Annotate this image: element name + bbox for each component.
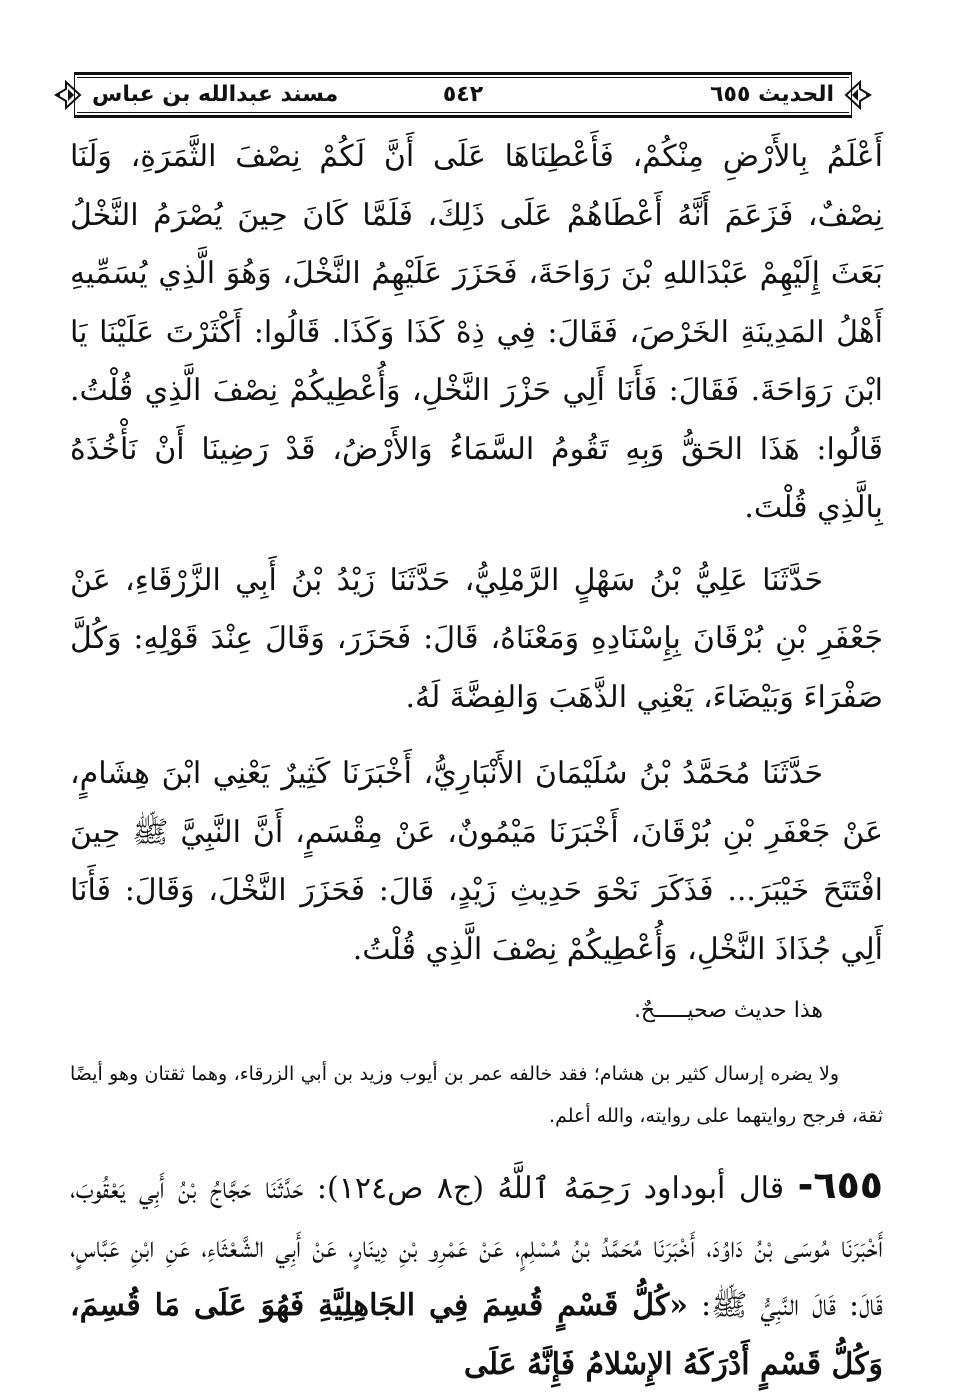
hadith-655-isnad: قال أبوداود رَحِمَهُ ٱللَّهُ (ج٨ ص١٢٤): حَدَّثَنَا حَجَّاجُ بْنُ أَبِي يَعْقُوبَ، أَخْبَرَنَا مُوسَى بْنُ دَاوُدَ، أَخْبَرَنَا مُحَمَّدُ بْنُ مُسْلِمٍ، عَنْ عَمْرِو بْنِ دِينَارٍ، عَنْ أَبِي الشَّعْثَاءِ، عَنِ ابْنِ عَبَّاسٍ، قَالَ: قَالَ النَّبِيُّ ﷺ:: [70, 1171, 883, 1323]
paragraph-isnad-ali-ibn-sahl: حَدَّثَنَا عَلِيُّ بْنُ سَهْلٍ الرَّمْلِيُّ، حَدَّثَنَا زَيْدُ بْنُ أَبِي الزَّرْقَاءِ، عَنْ جَعْفَرِ بْنِ بُرْقَانَ بِإِسْنَادِهِ وَمَعْنَاهُ، قَالَ: فَحَزَرَ، وَقَالَ عِنْدَ قَوْلِهِ: وَكُلَّ صَفْرَاءَ وَبَيْضَاءَ، يَعْنِي الذَّهَبَ وَالفِضَّةَ لَهُ.: [70, 562, 883, 715]
right-ornament-icon: [844, 76, 874, 114]
commentary-note: ولا يضره إرسال كثير بن هشام؛ فقد خالفه عمر بن أيوب وزيد بن أبي الزرقاء، وهما ثقتان وهو أيضًا ثقة، فرجح روايتهما على روايته، والله أعلم.: [70, 1063, 883, 1127]
header-hadith-label: الحديث ٦٥٥: [710, 82, 834, 107]
header-row: [92, 78, 834, 112]
hadith-655-number: ٦٥٥-: [797, 1163, 883, 1207]
page-number: ٥٤٢: [442, 82, 484, 107]
hadith-655: [70, 1156, 883, 1394]
hadith-655-matn: «كُلُّ قَسْمٍ قُسِمَ فِي الجَاهِلِيَّةِ فَهُوَ عَلَى مَا قُسِمَ، وَكُلُّ قَسْمٍ أَدْرَكَهُ الإِسْلامُ فَإِنَّهُ عَلَى: [70, 1288, 883, 1382]
paragraph-continuation: أَعْلَمُ بِالأَرْضِ مِنْكُمْ، فَأَعْطِنَاهَا عَلَى أَنَّ لَكُمْ نِصْفَ الثَّمَرَةِ، وَلَنَا نِصْفٌ، فَزَعَمَ أَنَّهُ أَعْطَاهُمْ عَلَى ذَلِكَ، فَلَمَّا كَانَ حِينَ يُصْرَمُ النَّخْلُ بَعَثَ إِلَيْهِمْ عَبْدَاللهِ بْنَ رَوَاحَةَ، فَحَزَرَ عَلَيْهِمُ النَّخْلَ، وَهُوَ الَّذِي يُسَمِّيهِ أَهْلُ المَدِينَةِ الخَرْصَ، فَقَالَ: فِي ذِهْ كَذَا وَكَذَا. قَالُوا: أَكْثَرْتَ عَلَيْنَا يَا ابْنَ رَوَاحَةَ. فَقَالَ: فَأَنَا أَلِي حَزْرَ النَّخْلِ، وَأُعْطِيكُمْ نِصْفَ الَّذِي قُلْتُ. قَالُوا: هَذَا الحَقُّ وَبِهِ تَقُومُ السَّمَاءُ وَالأَرْضُ، قَدْ رَضِينَا أَنْ نَأْخُذَهُ بِالَّذِي قُلْتَ.: [70, 139, 883, 525]
paragraph-isnad-muhammad-ibn-sulayman: حَدَّثَنَا مُحَمَّدُ بْنُ سُلَيْمَانَ الأَنْبَارِيُّ، أَخْبَرَنَا كَثِيرٌ يَعْنِي ابْنَ هِشَامٍ، عَنْ جَعْفَرِ بْنِ بُرْقَانَ، أَخْبَرَنَا مَيْمُونٌ، عَنْ مِقْسَمٍ، أَنَّ النَّبِيَّ ﷺ حِينَ افْتَتَحَ خَيْبَرَ... فَذَكَرَ نَحْوَ حَدِيثِ زَيْدٍ، قَالَ: فَحَزَرَ النَّخْلَ، وَقَالَ: فَأَنَا أَلِي جُذَاذَ النَّخْلِ، وَأُعْطِيكُمْ نِصْفَ الَّذِي قُلْتُ.: [70, 756, 883, 967]
hadith-grade: هذا حديث صحيـــــحٌ.: [633, 998, 823, 1023]
running-header: [52, 72, 874, 118]
musnad-title: مسند عبدالله بن عباس: [92, 82, 339, 107]
page-body: [70, 128, 883, 1394]
